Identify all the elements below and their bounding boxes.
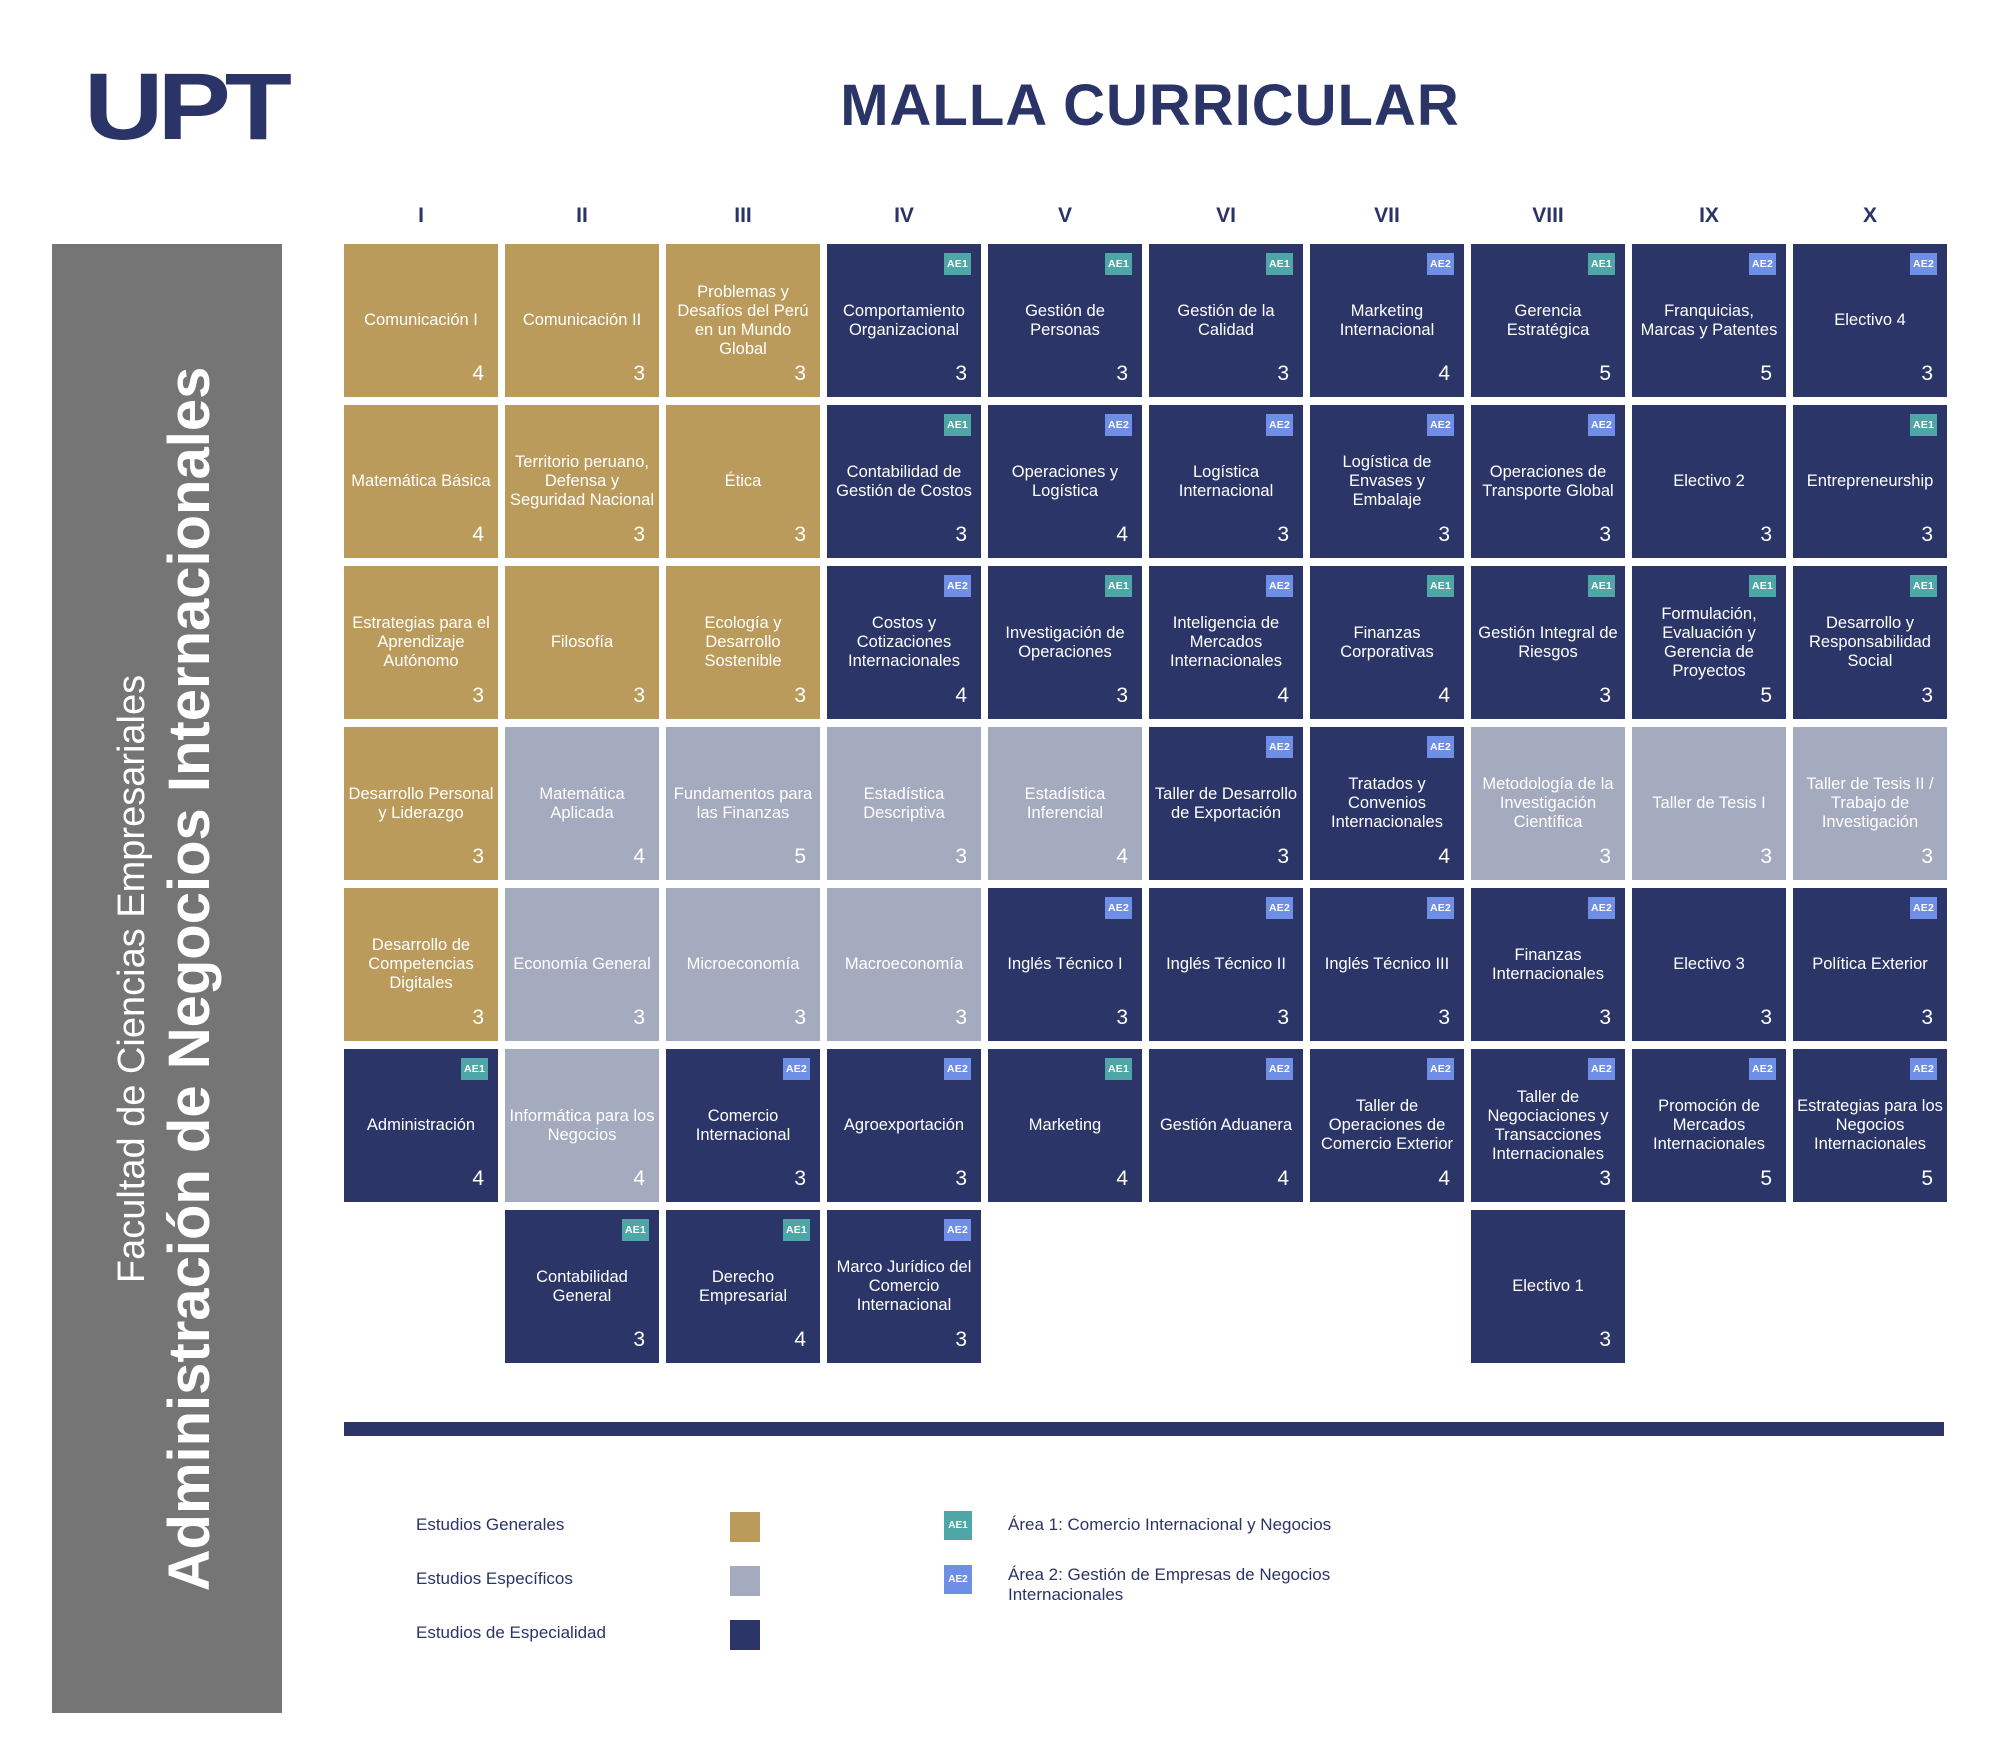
course-name: Comunicación II (522, 311, 642, 329)
course-cell (1149, 1049, 1303, 1202)
course-name: Promoción de Mercados Internacionales (1653, 1097, 1765, 1153)
course-cell (1471, 1210, 1625, 1363)
course-name: Franquicias, Marcas y Patentes (1640, 301, 1778, 339)
course-credits: 4 (1277, 1167, 1289, 1190)
course-name: Gerencia Estratégica (1506, 301, 1590, 339)
course-credits: 4 (1438, 362, 1450, 385)
course-name: Taller de Operaciones de Comercio Exterior (1320, 1097, 1454, 1153)
course-name: Inglés Técnico II (1166, 955, 1286, 973)
area-badge: AE1 (1588, 253, 1615, 275)
course-credits: 3 (1760, 845, 1772, 868)
area-badge: AE2 (1266, 414, 1293, 436)
course-cell (1310, 566, 1464, 719)
course-credits: 3 (1116, 684, 1128, 707)
course-name: Ética (724, 472, 762, 490)
course-cell (505, 566, 659, 719)
course-cell (988, 244, 1142, 397)
course-name: Electivo 2 (1673, 472, 1745, 490)
course-credits: 3 (1599, 1328, 1611, 1351)
course-credits: 3 (1760, 523, 1772, 546)
course-credits: 3 (794, 1167, 806, 1190)
course-cell (505, 1049, 659, 1202)
course-cell (988, 405, 1142, 558)
course-credits: 4 (1116, 845, 1128, 868)
course-name: Electivo 1 (1512, 1277, 1584, 1295)
area-badge: AE2 (1105, 897, 1132, 919)
area-badge: AE1 (1588, 575, 1615, 597)
course-name: Gestión Aduanera (1159, 1116, 1293, 1134)
course-name: Territorio peruano, Defensa y Seguridad Nacional (509, 453, 654, 509)
course-cell (1149, 566, 1303, 719)
course-name: Informática para los Negocios (509, 1106, 655, 1144)
course-name: Fundamentos para las Finanzas (673, 784, 813, 822)
course-cell (1310, 405, 1464, 558)
area-badge: AE2 (1266, 897, 1293, 919)
course-cell (1793, 888, 1947, 1041)
course-cell (505, 727, 659, 880)
course-cell (505, 244, 659, 397)
legend-area-2: Área 2: Gestión de Empresas de Negocios Internacionales (1008, 1565, 1331, 1604)
semester-header: II (576, 204, 588, 227)
area-badge: AE2 (944, 1058, 971, 1080)
semester-header: X (1862, 204, 1877, 227)
course-name: Desarrollo de Competencias Digitales (368, 936, 474, 992)
area-badge: AE2 (1910, 1058, 1937, 1080)
course-cell (988, 727, 1142, 880)
course-name: Inglés Técnico III (1324, 955, 1450, 973)
course-name: Finanzas Internacionales (1492, 945, 1604, 983)
course-credits: 3 (1438, 523, 1450, 546)
course-name: Macroeconomía (844, 955, 964, 973)
course-cell (1149, 405, 1303, 558)
course-name: Derecho Empresarial (698, 1267, 788, 1305)
area-badge: AE2 (1427, 1058, 1454, 1080)
course-credits: 3 (955, 523, 967, 546)
course-credits: 3 (794, 523, 806, 546)
course-cell (666, 566, 820, 719)
course-credits: 4 (472, 523, 484, 546)
course-credits: 3 (955, 1006, 967, 1029)
course-cell (1310, 1049, 1464, 1202)
course-cell (827, 244, 981, 397)
course-name: Economía General (513, 955, 651, 973)
course-cell (1632, 405, 1786, 558)
career-name: Administración de Negocios Internacionales (157, 366, 222, 1591)
course-name: Electivo 3 (1673, 955, 1745, 973)
course-credits: 3 (633, 523, 645, 546)
course-cell (1632, 888, 1786, 1041)
course-name: Taller de Tesis II / Trabajo de Investigación (1806, 775, 1934, 831)
legend-badge-ae2: AE2 (944, 1565, 972, 1594)
page-title: MALLA CURRICULAR (840, 73, 1460, 138)
legend-swatch-especialidad (730, 1620, 760, 1650)
course-credits: 5 (1760, 362, 1772, 385)
area-badge: AE2 (783, 1058, 810, 1080)
course-name: Inglés Técnico I (1007, 955, 1123, 973)
course-name: Logística de Envases y Embalaje (1342, 453, 1432, 509)
course-cell (1632, 244, 1786, 397)
course-credits: 3 (794, 1006, 806, 1029)
course-name: Comunicación I (364, 311, 478, 329)
sidebar-text (109, 366, 225, 1591)
semester-header: III (734, 204, 752, 227)
course-credits: 3 (1921, 1006, 1933, 1029)
course-cell (1310, 888, 1464, 1041)
course-name: Gestión Integral de Riesgos (1478, 623, 1618, 661)
area-badge: AE1 (1105, 253, 1132, 275)
area-badge: AE2 (1266, 575, 1293, 597)
course-cell (827, 1049, 981, 1202)
area-badge: AE1 (461, 1058, 488, 1080)
course-cell (344, 566, 498, 719)
course-credits: 4 (472, 362, 484, 385)
course-credits: 4 (1438, 1167, 1450, 1190)
course-cell (666, 1049, 820, 1202)
course-credits: 5 (1599, 362, 1611, 385)
area-badge: AE2 (1588, 414, 1615, 436)
faculty-name: Facultad de Ciencias Empresariales (111, 674, 153, 1283)
upt-logo: UPT (84, 53, 286, 160)
area-badge: AE2 (1910, 897, 1937, 919)
course-credits: 3 (633, 362, 645, 385)
course-cell (827, 1210, 981, 1363)
legend-badge-ae1: AE1 (944, 1511, 972, 1540)
area-badge: AE1 (1427, 575, 1454, 597)
course-name: Comercio Internacional (695, 1106, 791, 1144)
area-badge: AE1 (1105, 575, 1132, 597)
course-cell (827, 566, 981, 719)
area-badge: AE2 (1910, 253, 1937, 275)
course-cell (344, 244, 498, 397)
course-credits: 4 (1438, 845, 1450, 868)
area-badge: AE2 (1749, 1058, 1776, 1080)
course-cell (505, 405, 659, 558)
course-cell (1471, 1049, 1625, 1202)
area-badge: AE2 (1427, 897, 1454, 919)
course-credits: 3 (633, 1328, 645, 1351)
legend-area-1: Área 1: Comercio Internacional y Negocios (1008, 1515, 1332, 1534)
area-badge: AE2 (1588, 897, 1615, 919)
course-cell (1471, 244, 1625, 397)
course-credits: 5 (1760, 1167, 1772, 1190)
course-credits: 4 (794, 1328, 806, 1351)
legend-label-especialidad: Estudios de Especialidad (416, 1623, 606, 1642)
course-name: Gestión de la Calidad (1177, 301, 1275, 339)
area-badge: AE1 (944, 414, 971, 436)
course-name: Estadística Descriptiva (863, 784, 945, 822)
course-cell (666, 1210, 820, 1363)
course-credits: 4 (1116, 1167, 1128, 1190)
course-name: Finanzas Corporativas (1340, 623, 1434, 661)
course-cell (827, 888, 981, 1041)
course-name: Entrepreneurship (1806, 472, 1934, 490)
area-badge: AE2 (944, 1219, 971, 1241)
course-cell (1793, 1049, 1947, 1202)
course-credits: 3 (472, 684, 484, 707)
course-name: Problemas y Desafíos del Perú en un Mundo Global (677, 282, 809, 358)
course-cell (1471, 727, 1625, 880)
area-badge: AE2 (1427, 253, 1454, 275)
course-cell (505, 1210, 659, 1363)
course-credits: 3 (1760, 1006, 1772, 1029)
course-credits: 5 (794, 845, 806, 868)
course-credits: 3 (955, 845, 967, 868)
semester-header: IV (894, 204, 914, 227)
course-cell (1149, 888, 1303, 1041)
course-name: Metodología de la Investigación Científica (1482, 775, 1614, 831)
course-name: Taller de Negociaciones y Transacciones Internacionales (1487, 1087, 1609, 1163)
course-name: Agroexportación (843, 1116, 965, 1134)
course-credits: 4 (1438, 684, 1450, 707)
area-badge: AE2 (1266, 1058, 1293, 1080)
course-credits: 3 (472, 845, 484, 868)
course-cell (344, 727, 498, 880)
course-name: Estadística Inferencial (1024, 784, 1106, 822)
course-name: Matemática Básica (351, 472, 491, 490)
semester-headers (344, 204, 1944, 234)
area-badge: AE1 (783, 1219, 810, 1241)
course-name: Marketing Internacional (1339, 301, 1435, 339)
course-credits: 3 (794, 684, 806, 707)
course-cell (344, 888, 498, 1041)
area-badge: AE1 (1910, 414, 1937, 436)
course-credits: 3 (1921, 362, 1933, 385)
course-cell (1632, 566, 1786, 719)
area-badge: AE2 (1427, 736, 1454, 758)
course-cell (827, 727, 981, 880)
legend-swatch-generales (730, 1512, 760, 1542)
area-badge: AE2 (1105, 414, 1132, 436)
course-credits: 3 (1599, 1006, 1611, 1029)
course-cell (1793, 405, 1947, 558)
course-name: Estrategias para los Negocios Internacionales (1797, 1097, 1943, 1153)
course-name: Formulación, Evaluación y Gerencia de Proyectos (1661, 604, 1757, 680)
course-name: Comportamiento Organizacional (843, 301, 965, 339)
course-credits: 3 (1277, 523, 1289, 546)
course-credits: 4 (472, 1167, 484, 1190)
course-credits: 4 (633, 845, 645, 868)
course-credits: 3 (955, 1167, 967, 1190)
course-name: Filosofía (550, 633, 614, 651)
course-credits: 3 (633, 1006, 645, 1029)
course-credits: 3 (794, 362, 806, 385)
course-credits: 5 (1760, 684, 1772, 707)
course-credits: 3 (1921, 523, 1933, 546)
course-credits: 3 (633, 684, 645, 707)
course-cell (666, 244, 820, 397)
course-cell (1149, 244, 1303, 397)
legend-swatch-especificos (730, 1566, 760, 1596)
course-name: Gestión de Personas (1025, 301, 1105, 339)
course-cell (988, 888, 1142, 1041)
course-credits: 3 (1599, 523, 1611, 546)
course-cell (827, 405, 981, 558)
course-credits: 4 (1116, 523, 1128, 546)
course-credits: 3 (472, 1006, 484, 1029)
area-badge: AE1 (1266, 253, 1293, 275)
course-cell (344, 405, 498, 558)
course-cell (988, 566, 1142, 719)
course-cell (666, 888, 820, 1041)
course-name: Matemática Aplicada (539, 784, 625, 822)
course-cell (666, 727, 820, 880)
area-badge: AE2 (1749, 253, 1776, 275)
course-cell (1632, 1049, 1786, 1202)
course-name: Marketing (1028, 1116, 1102, 1134)
career-sidebar (52, 244, 282, 1713)
curriculum-grid (344, 244, 1944, 1364)
course-cell (1793, 727, 1947, 880)
course-cell (666, 405, 820, 558)
course-cell (1310, 244, 1464, 397)
course-cell (344, 1049, 498, 1202)
course-credits: 3 (1438, 1006, 1450, 1029)
semester-header: IX (1699, 204, 1719, 227)
course-credits: 3 (1277, 362, 1289, 385)
course-name: Taller de Tesis I (1652, 794, 1766, 812)
course-name: Desarrollo y Responsabilidad Social (1808, 614, 1931, 670)
course-credits: 3 (1277, 845, 1289, 868)
semester-header: I (418, 204, 424, 227)
course-name: Logística Internacional (1178, 462, 1274, 500)
course-name: Administración (366, 1116, 476, 1134)
course-name: Contabilidad de Gestión de Costos (836, 462, 972, 500)
course-credits: 5 (1921, 1167, 1933, 1190)
course-name: Ecología y Desarrollo Sostenible (704, 614, 782, 670)
course-name: Desarrollo Personal y Liderazgo (348, 784, 494, 822)
course-cell (1793, 244, 1947, 397)
area-badge: AE1 (944, 253, 971, 275)
course-name: Microeconomía (686, 955, 800, 973)
course-name: Inteligencia de Mercados Internacionales (1170, 614, 1282, 670)
course-cell (1149, 727, 1303, 880)
course-cell (1471, 888, 1625, 1041)
course-name: Electivo 4 (1834, 311, 1906, 329)
course-credits: 3 (1599, 1167, 1611, 1190)
course-cell (1310, 727, 1464, 880)
course-credits: 3 (1921, 845, 1933, 868)
divider-bar (344, 1422, 1944, 1436)
course-credits: 3 (1116, 362, 1128, 385)
course-cell (1632, 727, 1786, 880)
course-credits: 3 (955, 1328, 967, 1351)
area-badge: AE1 (622, 1219, 649, 1241)
course-credits: 3 (1116, 1006, 1128, 1029)
area-badge: AE2 (1588, 1058, 1615, 1080)
course-name: Investigación de Operaciones (1005, 623, 1125, 661)
course-name: Tratados y Convenios Internacionales (1331, 775, 1443, 831)
semester-header: V (1057, 204, 1072, 227)
area-badge: AE1 (1749, 575, 1776, 597)
course-credits: 3 (1599, 684, 1611, 707)
course-credits: 3 (1599, 845, 1611, 868)
course-credits: 4 (955, 684, 967, 707)
course-credits: 4 (1277, 684, 1289, 707)
course-cell (1793, 566, 1947, 719)
legend-label-generales: Estudios Generales (416, 1515, 565, 1534)
course-cell (505, 888, 659, 1041)
area-badge: AE1 (1910, 575, 1937, 597)
course-cell (1471, 566, 1625, 719)
legend-label-especificos: Estudios Específicos (416, 1569, 573, 1588)
course-name: Operaciones y Logística (1011, 462, 1119, 500)
course-name: Costos y Cotizaciones Internacionales (848, 614, 960, 670)
semester-header: VIII (1532, 204, 1564, 227)
course-credits: 4 (633, 1167, 645, 1190)
course-name: Marco Jurídico del Comercio Internacional (836, 1258, 972, 1314)
area-badge: AE1 (1105, 1058, 1132, 1080)
area-badge: AE2 (944, 575, 971, 597)
area-badge: AE2 (1427, 414, 1454, 436)
course-credits: 3 (1921, 684, 1933, 707)
course-credits: 3 (955, 362, 967, 385)
course-name: Contabilidad General (536, 1267, 628, 1305)
course-name: Operaciones de Transporte Global (1482, 462, 1614, 500)
semester-header: VI (1216, 204, 1236, 227)
course-name: Taller de Desarrollo de Exportación (1154, 784, 1298, 822)
course-name: Estrategias para el Aprendizaje Autónomo (352, 614, 490, 670)
course-cell (1471, 405, 1625, 558)
course-credits: 3 (1277, 1006, 1289, 1029)
area-badge: AE2 (1266, 736, 1293, 758)
course-name: Política Exterior (1812, 955, 1928, 973)
course-cell (988, 1049, 1142, 1202)
semester-header: VII (1374, 204, 1400, 227)
